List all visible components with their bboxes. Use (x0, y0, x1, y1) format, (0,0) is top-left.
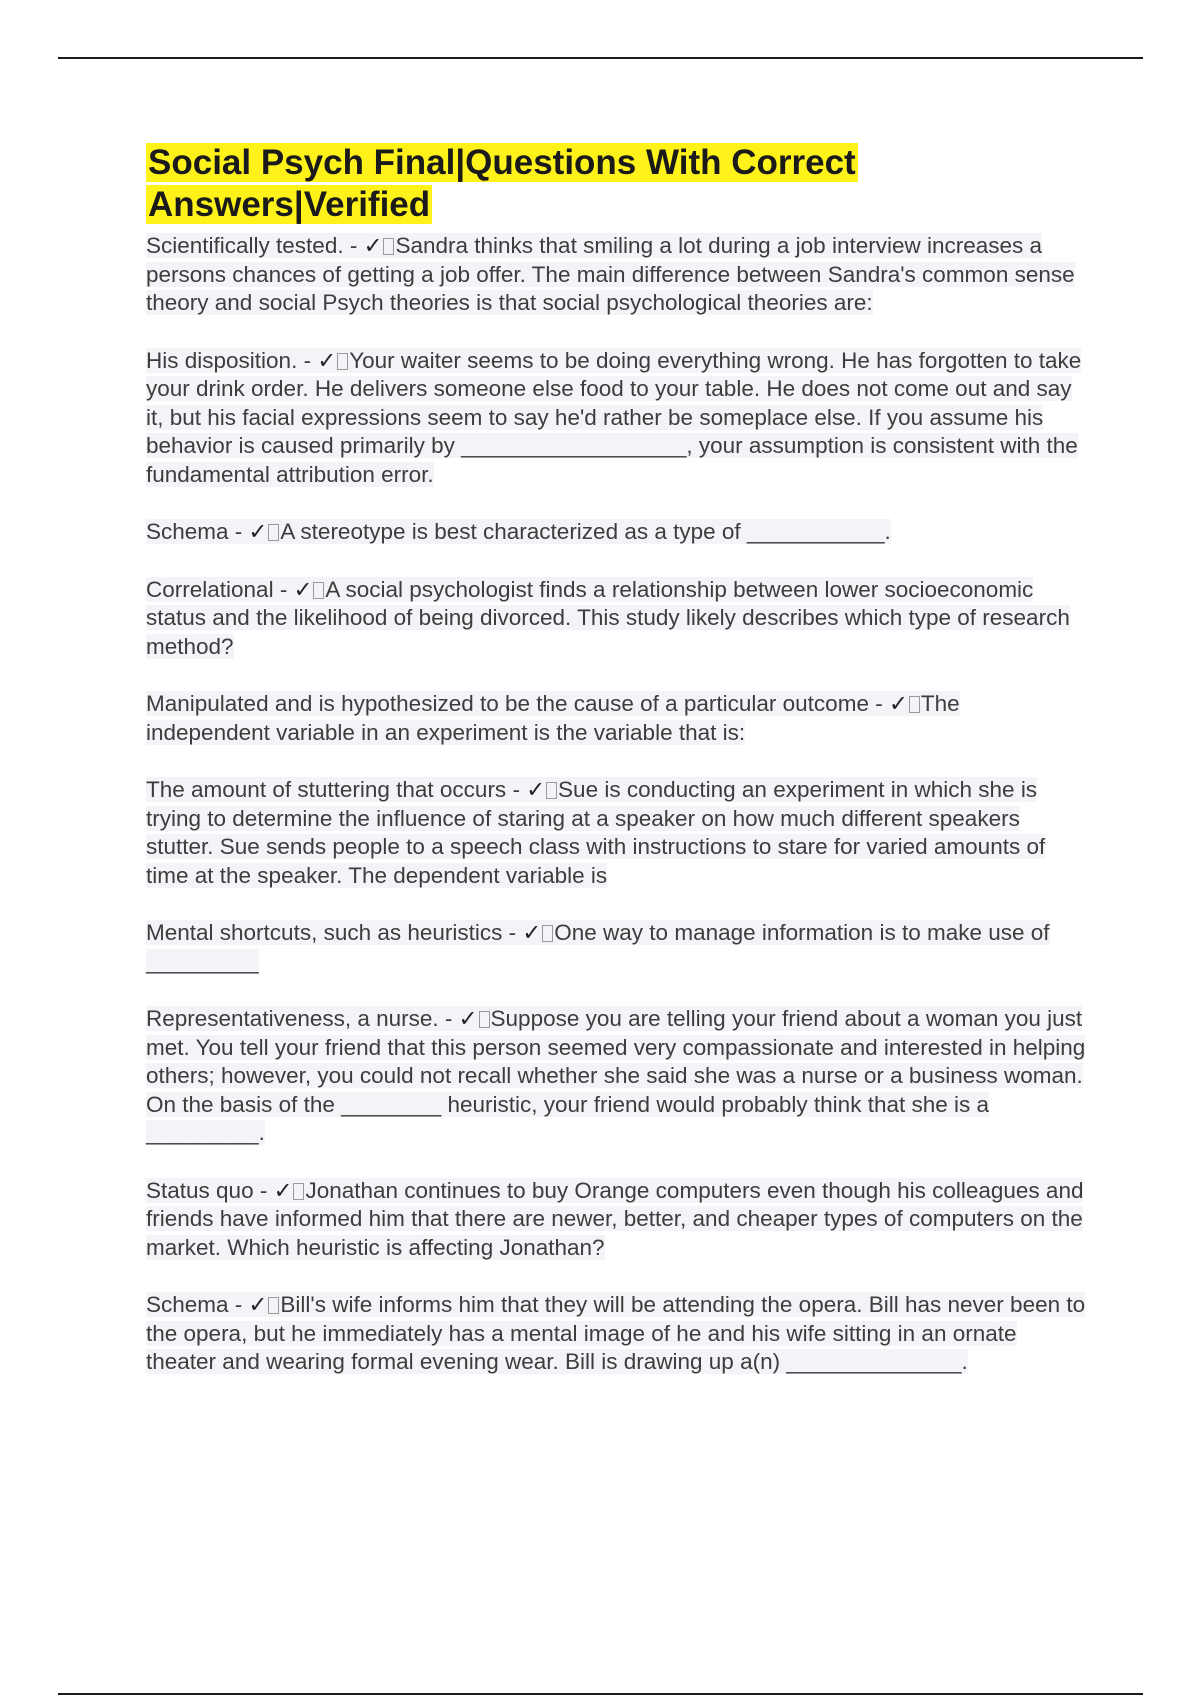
qa-answer: Schema (146, 1292, 229, 1317)
check-icon: ✓ (293, 576, 313, 602)
missing-glyph-icon (268, 524, 279, 541)
qa-text (146, 920, 1050, 974)
qa-answer: The amount of stuttering that occurs (146, 777, 507, 802)
qa-separator: - (868, 691, 889, 716)
qa-item (146, 776, 1086, 890)
qa-item (146, 518, 1086, 547)
missing-glyph-icon (383, 238, 394, 255)
qa-answer: Mental shortcuts, such as heuristics (146, 920, 503, 945)
check-icon: ✓ (248, 1292, 268, 1317)
qa-question: A stereotype is best characterized as a type of ___________. (280, 519, 891, 544)
qa-question: One way to manage information is to make use of _________ (146, 920, 1050, 974)
qa-answer: Schema (146, 519, 229, 544)
qa-answer: Scientifically tested. (146, 233, 344, 258)
qa-item (146, 919, 1086, 976)
qa-question: The independent variable in an experiment is the variable that is: (146, 691, 960, 745)
check-icon: ✓ (363, 233, 383, 258)
missing-glyph-icon (479, 1011, 490, 1028)
qa-text (146, 1292, 1085, 1374)
qa-question: Jonathan continues to buy Orange computers even though his colleagues and friends have informed him that there are newer, better, and cheaper types of computers on the market. Which heuristic is affecting Jonathan? (146, 1177, 1084, 1260)
qa-answer: His disposition. (146, 347, 298, 373)
missing-glyph-icon (546, 782, 557, 799)
document-body (146, 142, 1106, 1406)
qa-text (146, 233, 1075, 315)
qa-item (146, 576, 1086, 662)
title-highlight: Social Psych Final|Questions With Correct Answers|Verified (148, 143, 856, 224)
qa-separator: - (502, 920, 523, 945)
missing-glyph-icon (909, 696, 920, 713)
qa-question: Bill's wife informs him that they will be attending the opera. Bill has never been to the opera, but he immediately has a mental image of he and his wife sitting in an ornate theater and wearing formal evening wear. Bill is drawing up a(n) ______________. (146, 1292, 1086, 1374)
qa-text (146, 691, 960, 745)
check-icon: ✓ (273, 1177, 293, 1203)
qa-text (146, 777, 1045, 888)
check-icon: ✓ (522, 920, 542, 945)
qa-item (146, 347, 1086, 490)
qa-question: A social psychologist finds a relationship between lower socioeconomic status and the likelihood of being divorced. This study likely describes which type of research method? (146, 576, 1070, 659)
check-icon: ✓ (888, 691, 908, 716)
qa-answer: Manipulated and is hypothesized to be the cause of a particular outcome (146, 691, 869, 716)
document-title (146, 142, 906, 226)
check-icon: ✓ (248, 519, 268, 544)
bottom-rule (58, 1693, 1143, 1695)
qa-item (146, 1291, 1086, 1377)
qa-answer: Status quo (146, 1177, 254, 1203)
check-icon: ✓ (526, 777, 546, 802)
qa-separator: - (228, 1292, 249, 1317)
qa-list (146, 232, 1106, 1377)
qa-item (146, 232, 1086, 318)
qa-separator: - (253, 1177, 274, 1203)
top-rule (58, 57, 1143, 59)
missing-glyph-icon (337, 353, 348, 370)
qa-question: Sandra thinks that smiling a lot during a job interview increases a persons chances of getting a job offer. The main difference between Sandra's common sense theory and social Psych theories is that social psychological theories are: (146, 233, 1075, 315)
qa-question: Suppose you are telling your friend about a woman you just met. You tell your friend that this person seemed very compassionate and interested in helping others; however, you could not recall whether she said she was a nurse or a business woman. On the basis of the ________ heuristic, your friend would probably think that she is a _________. (146, 1006, 1086, 1145)
qa-separator: - (228, 519, 249, 544)
qa-text (146, 519, 891, 544)
qa-text (146, 577, 1070, 659)
qa-separator: - (506, 777, 527, 802)
qa-separator: - (273, 576, 294, 602)
qa-answer: Correlational (146, 576, 274, 602)
missing-glyph-icon (313, 582, 324, 599)
qa-item (146, 1005, 1086, 1148)
check-icon: ✓ (458, 1006, 478, 1031)
qa-item (146, 1177, 1086, 1263)
qa-item (146, 690, 1086, 747)
check-icon: ✓ (317, 347, 337, 373)
qa-separator: - (438, 1006, 459, 1031)
qa-question: Your waiter seems to be doing everything wrong. He has forgotten to take your drink order. He delivers someone else food to your table. He does not come out and say it, but his facial expressions seem to say he'd rather be someplace else. If you assume his behavior is caused primarily by __________________, your assumption is consistent with the fundamental attribution error. (146, 347, 1082, 487)
missing-glyph-icon (293, 1183, 304, 1200)
missing-glyph-icon (268, 1297, 279, 1314)
qa-text (146, 348, 1081, 487)
qa-text (146, 1006, 1085, 1145)
qa-answer: Representativeness, a nurse. (146, 1006, 439, 1031)
qa-question: Sue is conducting an experiment in which she is trying to determine the influence of staring at a speaker on how much different speakers stutter. Sue sends people to a speech class with instructions to stare for varied amounts of time at the speaker. The dependent variable is (146, 777, 1046, 888)
qa-separator: - (343, 233, 364, 258)
missing-glyph-icon (542, 925, 553, 942)
qa-separator: - (297, 347, 318, 373)
qa-text (146, 1178, 1083, 1260)
